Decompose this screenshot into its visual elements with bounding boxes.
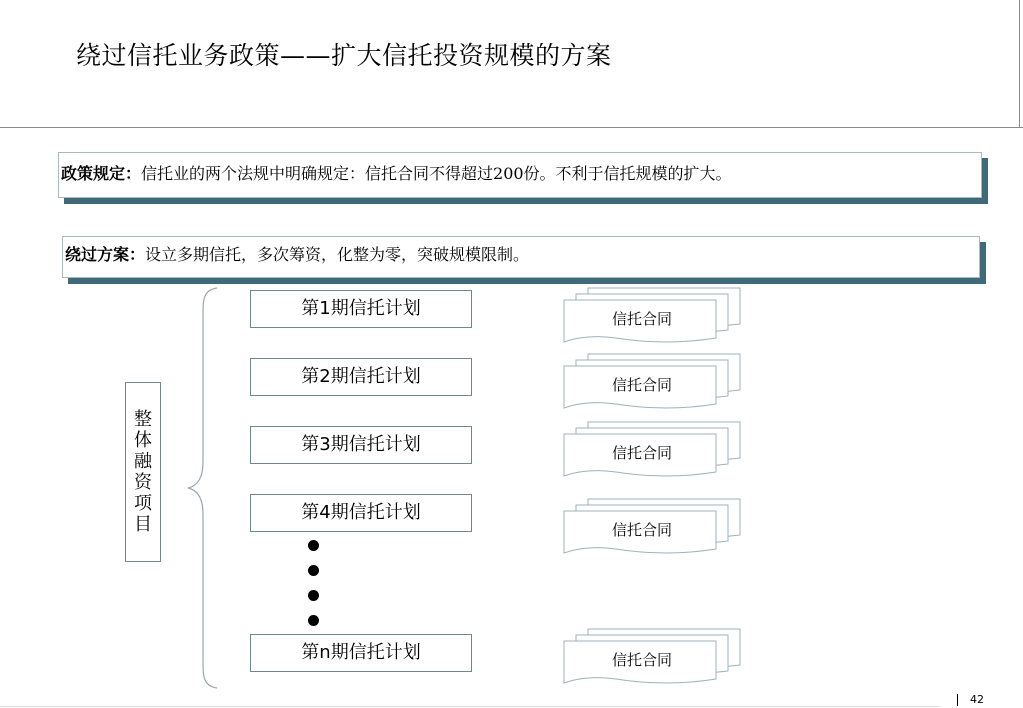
trust-plan-4: 第4期信托计划 [250,494,472,532]
ellipsis-dot [308,590,319,601]
contract-label: 信托合同 [611,376,672,394]
project-char: 整 [134,409,152,430]
ellipsis-dot [308,540,319,551]
project-char: 目 [134,514,152,535]
trust-plan-2: 第2期信托计划 [250,358,472,396]
trust-plan-3: 第3期信托计划 [250,426,472,464]
curly-brace-icon [185,286,225,690]
project-char: 体 [134,430,152,451]
contract-label: 信托合同 [611,310,672,328]
contract-label: 信托合同 [611,444,672,462]
policy-rule-box [58,152,982,198]
header-right-divider [1019,0,1020,128]
workaround-label: 绕过方案： [65,245,146,264]
trust-contract-stack [560,286,746,348]
trust-plan-n: 第n期信托计划 [250,634,472,672]
header-divider [0,127,1023,128]
policy-rule-text: 信托业的两个法规中明确规定：信托合同不得超过200份。不利于信托规模的扩大。 [141,164,732,183]
trust-contract-stack [560,420,746,482]
trust-contract-stack [560,352,746,414]
policy-rule-label: 政策规定： [61,164,142,183]
page-title: 绕过信托业务政策——扩大信托投资规模的方案 [76,41,612,70]
page-number: 42 [970,693,984,706]
page-number-separator [957,694,958,706]
footer-divider [0,706,940,707]
workaround-text: 设立多期信托，多次筹资，化整为零，突破规模限制。 [145,245,530,264]
trust-contract-stack [560,627,746,689]
ellipsis-dot [308,565,319,576]
project-char: 资 [134,472,152,493]
overall-financing-project-box [125,382,161,562]
workaround-box [62,236,980,278]
project-char: 融 [134,451,152,472]
trust-plan-1: 第1期信托计划 [250,290,472,328]
trust-contract-stack [560,497,746,559]
ellipsis-dot [308,615,319,626]
contract-label: 信托合同 [611,651,672,669]
project-char: 项 [134,493,152,514]
contract-label: 信托合同 [611,521,672,539]
